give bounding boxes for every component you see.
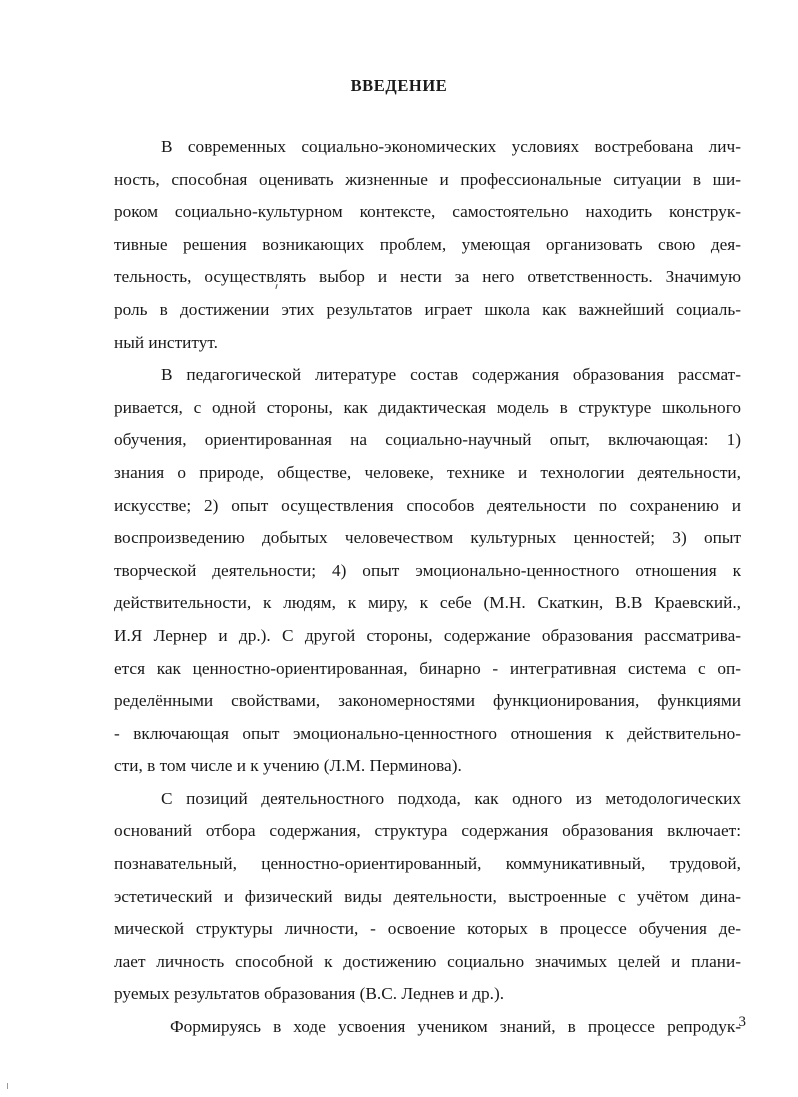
text-line: искусстве; 2) опыт осуществления способов деятельности по сохранению и	[114, 495, 741, 515]
text-line: - включающая опыт эмоционально-ценностного отношения к действительно-	[114, 723, 741, 743]
text-line: ривается, с одной стороны, как дидактическая модель в структуре школьного	[114, 397, 741, 417]
text-line: тивные решения возникающих проблем, умеющая организовать свою дея-	[114, 234, 741, 254]
text-line: С позиций деятельностного подхода, как одного из методологических	[161, 788, 741, 808]
text-line: воспроизведению добытых человечеством культурных ценностей; 3) опыт	[114, 528, 741, 548]
text-line: ность, способная оценивать жизненные и профессиональные ситуации в ши-	[114, 169, 741, 189]
text-line: творческой деятельности; 4) опыт эмоционально-ценностного отношения к	[114, 560, 741, 580]
text-line: В современных социально-экономических условиях востребована лич-	[161, 137, 741, 156]
text-line: действительности, к людям, к миру, к себе (М.Н. Скаткин, В.В Краевский.,	[114, 593, 741, 613]
text-line: оснований отбора содержания, структура содержания образования включает:	[114, 821, 741, 841]
text-line: мической структуры личности, - освоение которых в процессе обучения де-	[114, 919, 741, 939]
text-line: тельность, осуществлять выбор и нести за него ответственность. Значимую	[114, 267, 741, 287]
text-line: ный институт.	[114, 332, 218, 352]
page-number: 3	[738, 1014, 746, 1030]
text-line: В педагогической литературе состав содержания образования рассмат-	[161, 365, 741, 385]
text-line: сти, в том числе и к учению (Л.М. Перминова).	[114, 756, 462, 776]
text-line: Формируясь в ходе усвоения учеником знаний, в процессе репродук-	[170, 1017, 741, 1037]
text-line: руемых результатов образования (В.С. Леднев и др.).	[114, 984, 505, 1004]
text-line: роком социально-культурном контексте, самостоятельно находить конструк-	[114, 202, 741, 222]
text-line: обучения, ориентированная на социально-научный опыт, включающая: 1)	[114, 430, 741, 450]
text-line: лает личность способной к достижению социально значимых целей и плани-	[114, 951, 741, 971]
scan-artifact-dot	[7, 1083, 8, 1089]
section-heading: ВВЕДЕНИЕ	[350, 76, 448, 95]
text-line: ется как ценностно-ориентированная, бинарно - интегративная система с оп-	[114, 658, 741, 678]
text-line: ределёнными свойствами, закономерностями функционирования, функциями	[114, 691, 741, 711]
text-line: познавательный, ценностно-ориентированный, коммуникативный, трудовой,	[114, 854, 741, 874]
text-line: И.Я Лернер и др.). С другой стороны, содержание образования рассматрива-	[114, 625, 741, 645]
text-line: эстетический и физический виды деятельности, выстроенные с учётом дина-	[114, 886, 741, 906]
text-line: роль в достижении этих результатов играет школа как важнейший социаль-	[114, 299, 741, 319]
text-line: знания о природе, обществе, человеке, технике и технологии деятельности,	[114, 462, 741, 482]
body-text	[114, 131, 741, 1044]
